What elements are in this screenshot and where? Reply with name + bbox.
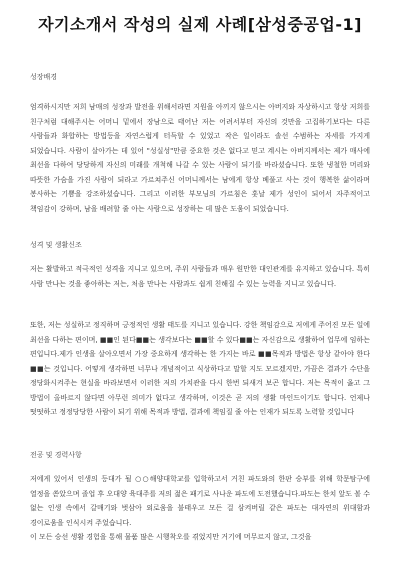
document-title: 자기소개서 작성의 실제 사례[삼성중공업-1] [38, 15, 362, 34]
section-heading-personality: 성격 및 생활신조 [30, 241, 82, 249]
paragraph-growth: 엄격하시지만 저희 남매의 성장과 발전을 위해서라면 지원을 아끼지 않으시는 아버지와 자상하시고 항상 저희를 친구처럼 대해주시는 어머니 밑에서 장남으로 태어난 저는 어려서부터 자신의 것만을 고집하기보다는 다른 사람들과 화합하는 방법등을 자연스럽게 터득할 수 있었고 작은 일이라도 솔선 수범하는 자세를 가지게 되었습니다. 사람이 살아가는 데 있어 "성실성"만큼 중요한 것은 없다고 믿고 계시는 아버지께서는 제가 매사에 최선을 다하여 당당하게 자신의 미래를 개척해 나갈 수 있는 사람이 되기를 바라셨습니다. 또한 냉철한 머리와 따뜻한 가슴을 가진 사람이 되라고 가르쳐주신 어머니께서는 남에게 항상 베풀고 사는 것이 행복한 삶이라며 봉사하는 기쁨을 강조하셨습니다. 그리고 이러한 부모님의 가르침은 훗날 제가 성인이 되어서 자주적이고 책임감이 강하며, 남을 배려할 줄 아는 사람으로 성장하는 데 많은 도움이 되었습니다. [30, 103, 370, 213]
paragraph-personality-2: 또한, 저는 성실하고 정직하며 긍정적인 생활 태도를 지니고 있습니다. 강한 책임감으로 저에게 주어진 모든 일에 최선을 다하는 편이며, ■■인 된다■■는 생각보다는 ■■할 수 있다■■는 자신감으로 생활하여 업무에 임하는 편입니다.제가 인생을 살아오면서 가장 중요하게 생각하는 한 가지는 바로 ■■목적과 방법은 항상 같아야 한다■■는 것입니다. 어떻게 생각하면 너무나 개념적이고 식상하다고 말할 지도 모르겠지만, 가끔은 결과가 수단을 정당화시켜주는 현실을 바라보면서 이러한 저의 가치관을 다시 한번 되새겨 보곤 합니다. 저는 목적이 옳고 그 방법이 올바르지 않다면 아무런 의미가 없다고 생각하며, 이것은 곧 저의 생활 마인드이기도 합니다. 언제나 떳떳하고 정정당당한 사람이 되기 위해 목적과 방법, 결과에 책임질 줄 아는 인재가 되도록 노력할 것입니다 [30, 321, 370, 416]
paragraph-major-2: 이 모든 승선 생활 경험을 통해 물품 많은 시행착오를 겪었지만 거기에 머무르지 않고, 그것을 [30, 533, 312, 541]
section-heading-growth: 성장배경 [30, 73, 58, 81]
paragraph-major-1: 저에게 있어서 인생의 등대가 될 ○○해양대학교를 입학하고서 거친 파도와의 한판 승부를 위해 학문탐구에 열정을 쏟았으며 졸업 후 오대양 육대주를 저의 젊은 패기로 사나운 파도에 도전했습니다.파도는 한치 앞도 볼 수 없는 인생 속에서 갈매기와 벗삼아 외로움을 불태우고 모든 걸 삼켜버릴 같은 파도는 대자연의 위대함과 경이로움을 인식시켜 주었습니다. [30, 475, 370, 527]
paragraph-personality-1: 저는 활발하고 적극적인 성격을 지니고 있으며, 주위 사람들과 매우 원만한 대인관계를 유지하고 있습니다. 특히 사람 만나는 것을 좋아하는 저는, 처음 만나는 사람과도 쉽게 친해질 수 있는 능력을 지니고 있습니다. [30, 265, 370, 288]
section-heading-major: 전공 및 경력사항 [30, 451, 82, 459]
